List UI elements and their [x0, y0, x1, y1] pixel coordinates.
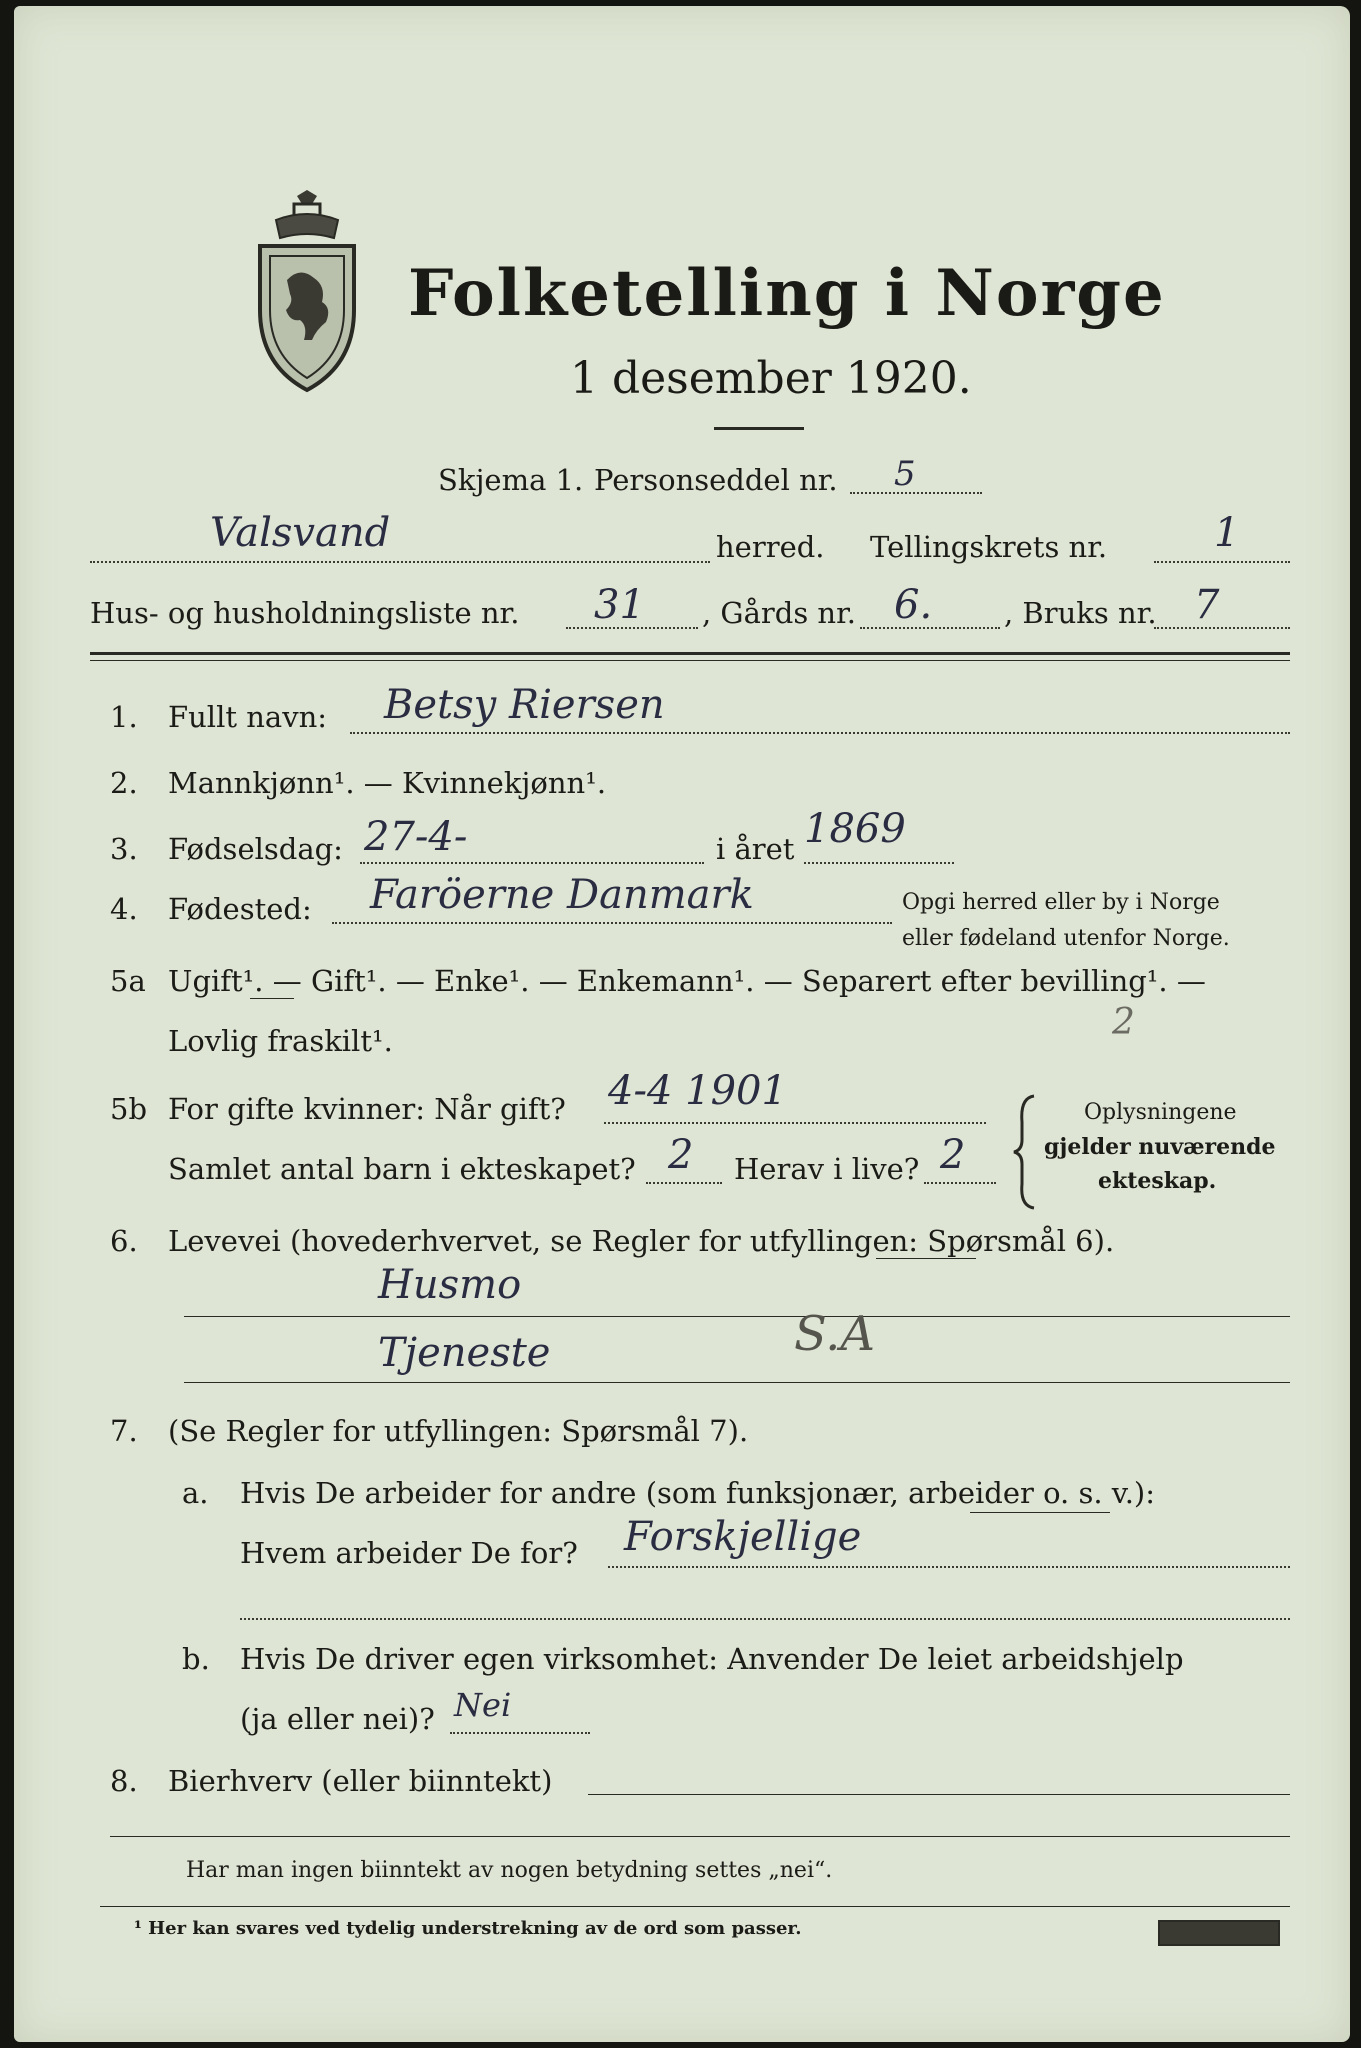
- q6-line-2: [184, 1382, 1290, 1383]
- q7a-underline: [970, 1512, 1110, 1513]
- q5b-alive-line: [924, 1182, 996, 1184]
- q5a-mark: 2: [1112, 1002, 1135, 1043]
- q8-label: Bierhverv (eller biinntekt): [168, 1764, 553, 1798]
- herred-value[interactable]: Valsvand: [210, 510, 391, 556]
- coat-of-arms-icon: [242, 190, 372, 400]
- q7a-number: a.: [182, 1476, 209, 1510]
- q5b-children-value[interactable]: 2: [668, 1132, 694, 1178]
- q5b-alive-value[interactable]: 2: [940, 1132, 966, 1178]
- tellingskrets-line: [1154, 561, 1290, 563]
- q8-number: 8.: [110, 1764, 138, 1798]
- form-date: 1 desember 1920.: [570, 353, 972, 404]
- q5b-note-line2: gjelder nuværende: [1044, 1134, 1276, 1160]
- tellingskrets-value[interactable]: 1: [1214, 510, 1240, 556]
- q6-label: Levevei (hovederhvervet, se Regler for utfyllingen: Spørsmål 6).: [168, 1224, 1115, 1258]
- q6-number: 6.: [110, 1224, 138, 1258]
- q2-number: 2.: [110, 766, 138, 800]
- q7b-value[interactable]: Nei: [454, 1686, 512, 1724]
- q3-line: [360, 862, 704, 864]
- q8-line: [588, 1794, 1290, 1795]
- bruks-label: , Bruks nr.: [1004, 596, 1157, 630]
- q1-number: 1.: [110, 700, 138, 734]
- q4-note-line2: eller fødeland utenfor Norge.: [902, 926, 1230, 951]
- q6-value-1[interactable]: Husmo: [378, 1262, 522, 1308]
- q5a-label: Ugift¹. — Gift¹. — Enke¹. — Enkemann¹. — Separert efter bevilling¹. —: [168, 964, 1206, 998]
- schema-label: Skjema 1.: [438, 463, 584, 497]
- q7-label: (Se Regler for utfyllingen: Spørsmål 7).: [168, 1414, 749, 1448]
- husliste-label: Hus- og husholdningsliste nr.: [90, 596, 520, 630]
- herred-line: [90, 561, 710, 563]
- q3-number: 3.: [110, 832, 138, 866]
- bruks-value[interactable]: 7: [1194, 582, 1220, 628]
- header-rule-thin: [90, 660, 1290, 661]
- q5b-children-line: [646, 1182, 722, 1184]
- personseddel-value[interactable]: 5: [894, 454, 916, 494]
- q3-year-label: i året: [716, 832, 795, 866]
- q3-year-line: [804, 862, 954, 864]
- q3-value[interactable]: 27-4-: [364, 814, 468, 860]
- q1-label: Fullt navn:: [168, 700, 328, 734]
- q7a-label: Hvis De arbeider for andre (som funksjonær, arbeider o. s. v.):: [240, 1476, 1156, 1510]
- census-form-page: [14, 6, 1350, 2042]
- q5b-value[interactable]: 4-4 1901: [608, 1068, 787, 1114]
- gift-underline: [250, 998, 294, 999]
- q7a-line: [608, 1566, 1290, 1568]
- gards-label: , Gårds nr.: [702, 596, 856, 630]
- tellingskrets-label: Tellingskrets nr.: [870, 530, 1108, 564]
- q5b-note-line3: ekteskap.: [1098, 1168, 1217, 1194]
- personseddel-line: [850, 492, 982, 494]
- bruks-line: [1154, 627, 1290, 629]
- footer-note: Har man ingen biinntekt av nogen betydning settes „nei“.: [186, 1858, 833, 1883]
- q7b-label-2: (ja eller nei)?: [240, 1702, 435, 1736]
- q5a-number: 5a: [110, 964, 146, 998]
- q5b-alive-label: Herav i live?: [734, 1152, 920, 1186]
- q4-value[interactable]: Faröerne Danmark: [370, 872, 754, 918]
- q5b-children-label: Samlet antal barn i ekteskapet?: [168, 1152, 636, 1186]
- brace-icon: [1010, 1092, 1040, 1212]
- q7a-label-2: Hvem arbeider De for?: [240, 1536, 578, 1570]
- herred-label: herred.: [716, 530, 825, 564]
- q4-line: [332, 922, 892, 924]
- footnote: ¹ Her kan svares ved tydelig understrekning av de ord som passer.: [134, 1918, 802, 1939]
- q7a-value[interactable]: Forskjellige: [624, 1514, 862, 1560]
- q4-label: Fødested:: [168, 892, 312, 926]
- q6-mark: S.A: [794, 1306, 876, 1362]
- header-rule: [90, 652, 1290, 655]
- personseddel-label: Personseddel nr.: [594, 463, 838, 497]
- q7-number: 7.: [110, 1414, 138, 1448]
- q5a-label-2: Lovlig fraskilt¹.: [168, 1024, 393, 1058]
- q1-value[interactable]: Betsy Riersen: [384, 682, 665, 728]
- title-divider: [714, 427, 804, 430]
- q7b-label: Hvis De driver egen virksomhet: Anvender De leiet arbeidshjelp: [240, 1642, 1184, 1676]
- q7b-line: [450, 1732, 590, 1734]
- q5b-note-line1: Oplysningene: [1084, 1100, 1237, 1125]
- q4-number: 4.: [110, 892, 138, 926]
- q3-year-value[interactable]: 1869: [804, 806, 906, 852]
- q1-line: [350, 732, 1290, 734]
- q5b-number: 5b: [110, 1092, 148, 1126]
- q6-value-2[interactable]: Tjeneste: [378, 1330, 551, 1376]
- q7a-line-2: [240, 1618, 1290, 1620]
- q4-note-line1: Opgi herred eller by i Norge: [902, 890, 1220, 915]
- q6-line-1: [184, 1316, 1290, 1317]
- gards-value[interactable]: 6.: [894, 582, 933, 628]
- husliste-value[interactable]: 31: [594, 582, 645, 628]
- footer-rule: [110, 1836, 1290, 1837]
- footnote-rule: [100, 1906, 1290, 1907]
- q5b-label: For gifte kvinner: Når gift?: [168, 1092, 566, 1126]
- q5b-line: [604, 1122, 986, 1124]
- q6-underline: [876, 1258, 976, 1259]
- q7b-number: b.: [182, 1642, 210, 1676]
- q3-label: Fødselsdag:: [168, 832, 343, 866]
- form-title: Folketelling i Norge: [408, 256, 1166, 331]
- q2-label: Mannkjønn¹. — Kvinnekjønn¹.: [168, 766, 607, 800]
- printer-stamp: [1158, 1920, 1280, 1946]
